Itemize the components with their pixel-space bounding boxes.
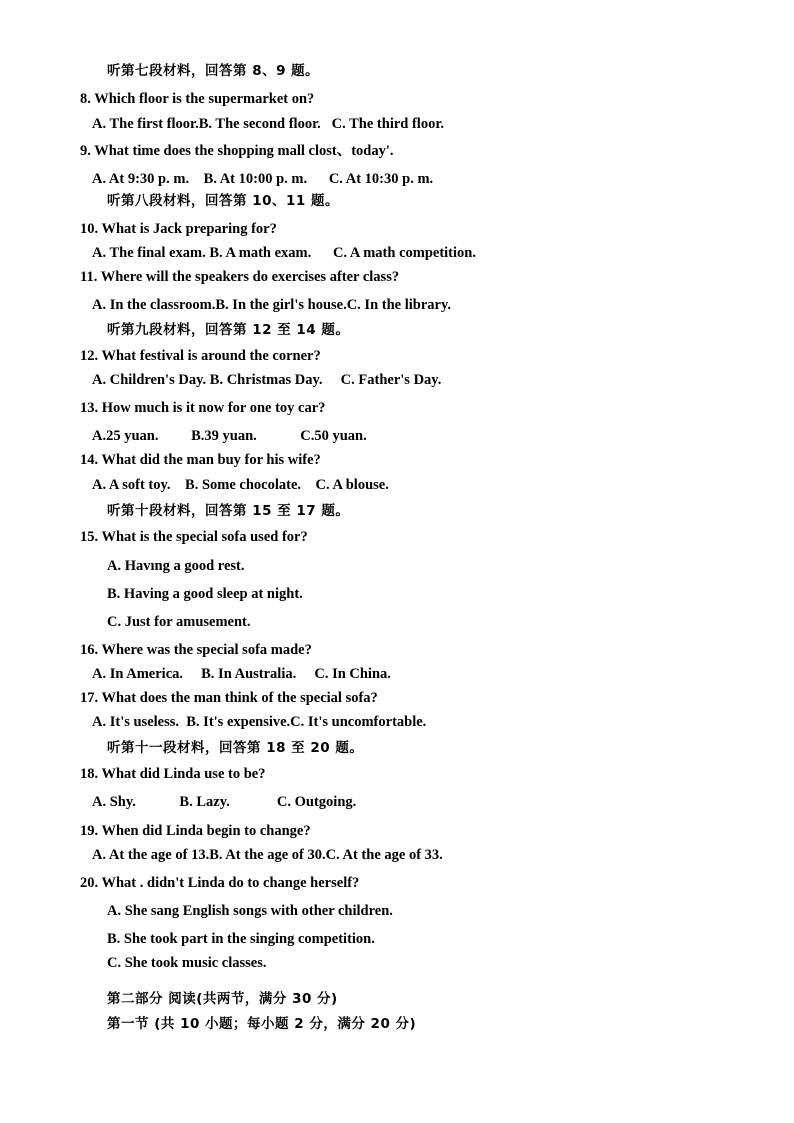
section-instruction: 听第七段材料，回答第 8、9 题。 xyxy=(107,63,320,79)
answer-options: A. At 9:30 p. m. B. At 10:00 p. m. C. At 10:30 p. m. xyxy=(92,171,434,187)
answer-options: A. At the age of 13.B. At the age of 30.C. At the age of 33. xyxy=(92,847,443,863)
question: 13. How much is it now for one toy car? xyxy=(80,400,326,416)
answer-options: A. Shy. B. Lazy. C. Outgoing. xyxy=(92,794,357,810)
answer-option: A. She sang English songs with other children. xyxy=(107,903,393,919)
part-heading: 第二部分 阅读(共两节，满分 30 分) xyxy=(107,991,338,1007)
answer-options: A.25 yuan. B.39 yuan. C.50 yuan. xyxy=(92,428,367,444)
answer-options: A. A soft toy. B. Some chocolate. C. A blouse. xyxy=(92,477,389,493)
answer-options: A. Children's Day. B. Christmas Day. C. Father's Day. xyxy=(92,372,442,388)
answer-option: C. Just for amusement. xyxy=(107,614,251,630)
answer-options: A. In the classroom.B. In the girl's house.C. In the library. xyxy=(92,297,452,313)
question: 10. What is Jack preparing for? xyxy=(80,221,277,237)
section-instruction: 听第八段材料，回答第 10、11 题。 xyxy=(107,193,339,209)
answer-option: B. She took part in the singing competition. xyxy=(107,931,375,947)
answer-options: A. In America. B. In Australia. C. In China. xyxy=(92,666,391,682)
answer-options: A. It's useless. B. It's expensive.C. It's uncomfortable. xyxy=(92,714,427,730)
question: 16. Where was the special sofa made? xyxy=(80,642,312,658)
answer-options: A. The final exam. B. A math exam. C. A math competition. xyxy=(92,245,476,261)
question: 9. What time does the shopping mall clost、today'. xyxy=(80,143,394,159)
question: 18. What did Linda use to be? xyxy=(80,766,266,782)
question: 12. What festival is around the corner? xyxy=(80,348,321,364)
answer-options: A. The first floor.B. The second floor. C. The third floor. xyxy=(92,116,445,132)
answer-option: C. She took music classes. xyxy=(107,955,267,971)
section-instruction: 听第九段材料，回答第 12 至 14 题。 xyxy=(107,322,350,338)
answer-option: A. Havıng a good rest. xyxy=(107,558,245,574)
question: 14. What did the man buy for his wife? xyxy=(80,452,321,468)
section-instruction: 听第十段材料，回答第 15 至 17 题。 xyxy=(107,503,350,519)
question: 11. Where will the speakers do exercises after class? xyxy=(80,269,400,285)
question: 17. What does the man think of the special sofa? xyxy=(80,690,378,706)
question: 20. What . didn't Linda do to change herself? xyxy=(80,875,360,891)
section-heading: 第一节 (共 10 小题；每小题 2 分，满分 20 分) xyxy=(107,1016,417,1032)
answer-option: B. Having a good sleep at night. xyxy=(107,586,303,602)
question: 15. What is the special sofa used for? xyxy=(80,529,308,545)
question: 8. Which floor is the supermarket on? xyxy=(80,91,315,107)
section-instruction: 听第十一段材料，回答第 18 至 20 题。 xyxy=(107,740,364,756)
question: 19. When did Linda begin to change? xyxy=(80,823,311,839)
